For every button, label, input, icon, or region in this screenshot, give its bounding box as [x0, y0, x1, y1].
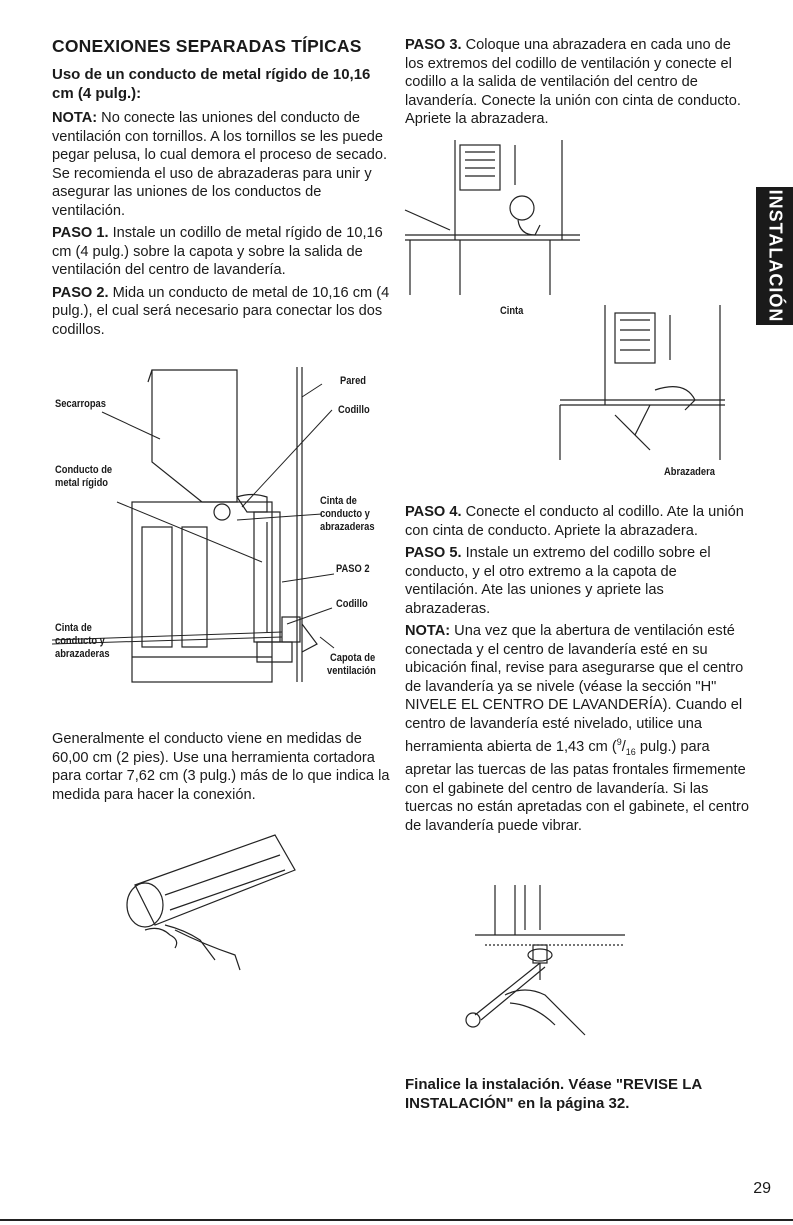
label-cinta-right-2: conducto y: [320, 508, 370, 520]
section-heading: CONEXIONES SEPARADAS TÍPICAS: [52, 36, 362, 56]
step3-text: Coloque una abrazadera en cada uno de los extremos del codillo de ventilación y conecte el codillo a la salida de ventilación del centro de lavandería. Conecte la unión con cinta de conducto. Apriete la abrazadera.: [405, 37, 741, 127]
left-column: [52, 36, 392, 343]
section-side-tab: [756, 187, 793, 325]
note-paragraph: [52, 109, 392, 220]
wrench-leveling-figure: [455, 885, 635, 1050]
label-capota-2: ventilación: [327, 665, 376, 677]
step5-paragraph: [405, 544, 750, 618]
step4-paragraph: [405, 503, 750, 540]
step5-label: PASO 5.: [405, 545, 462, 561]
note-text: No conecte las uniones del conducto de ventilación con tornillos. A los tornillos se les puede pegar pelusa, lo cual demora el proceso de secado. Se recomienda el uso de abrazaderas para unir y asegurar las uniones de los conductos de ventilación.: [52, 110, 388, 219]
step2-label: PASO 2.: [52, 284, 109, 301]
step4-label: PASO 4.: [405, 504, 462, 520]
step2-paragraph: [52, 284, 392, 340]
subheading: Uso de un conducto de metal rígido de 10,16 cm (4 pulg.):: [52, 66, 371, 102]
bottom-rule: [0, 1219, 793, 1221]
label-conducto-1: Conducto de: [55, 464, 113, 476]
note2-text-a: Una vez que la abertura de ventilación esté conectada y el centro de lavandería esté en su ubicación final, revise para asegurarse que el centro de lavandería ya se nivele (véase la sección "H" NIVELE EL CENTRO DE LAVANDERÍA). Cuando el centro de lavandería esté nivelado, utilice una herramienta abierta de 1,43 cm (: [405, 623, 744, 755]
step3-paragraph: [405, 36, 750, 129]
label-cinta-left-3: abrazaderas: [55, 648, 110, 660]
label-cinta-left-1: Cinta de: [55, 622, 92, 634]
step1-label: PASO 1.: [52, 225, 109, 241]
label-cinta-fig: Cinta: [500, 305, 524, 317]
elbow-connection-figure: [400, 140, 585, 300]
step4-text: Conecte el conducto al codillo. Ate la unión con cinta de conducto. Apriete la abrazadera.: [405, 504, 744, 539]
label-capota-1: Capota de: [330, 652, 376, 664]
label-secarropas: Secarropas: [55, 398, 106, 410]
general-paragraph: Generalmente el conducto viene en medidas de 60,00 cm (2 pies). Use una herramienta cortadora para cortar 7,62 cm (3 pulg.) más de lo que indica la medida para hacer la conexión.: [52, 731, 390, 803]
label-cinta-left-2: conducto y: [55, 635, 105, 647]
pipe-cutting-illustration: [105, 830, 305, 975]
note-label: NOTA:: [52, 110, 98, 126]
step5-text: Instale un extremo del codillo sobre el conducto, y el otro extremo a la capota de ventilación. Ate las uniones y apriete las abrazaderas.: [405, 545, 711, 617]
note2-label: NOTA:: [405, 623, 451, 639]
label-codillo-bottom: Codillo: [336, 598, 368, 610]
right-column-lower: [405, 503, 750, 839]
label-cinta-right-1: Cinta de: [320, 495, 357, 507]
final-instruction: Finalice la instalación. Véase "REVISE LA INSTALACIÓN" en la página 32.: [405, 1076, 702, 1112]
fraction-denominator: 16: [625, 746, 636, 757]
label-abrazadera-fig: Abrazadera: [664, 466, 715, 478]
page-number: 29: [753, 1180, 771, 1197]
label-pared: Pared: [340, 375, 366, 387]
right-column: [405, 36, 750, 133]
step3-label: PASO 3.: [405, 37, 462, 53]
note2-paragraph: NOTA: Una vez que la abertura de ventilación esté conectada y el centro de lavandería esté en su ubicación final, revise para asegurarse que el centro de lavandería ya se nivele (véase la sección "H" NIVELE EL CENTRO DE LAVANDERÍA). Cuando el centro de lavandería esté nivelado, utilice una herramienta abierta de 1,43 cm ($^9/_{16}$ pulg.) para apretar las tuercas de las patas frontales firmemente con el gabinete del centro de lavandería. Si las tuercas no están apretadas con el gabinete, el centro de lavandería puede vibrar.: [405, 623, 749, 834]
label-codillo-top: Codillo: [338, 404, 370, 416]
clamp-tightening-figure: [555, 305, 730, 465]
label-paso2: PASO 2: [336, 563, 370, 575]
step2-text: Mida un conducto de metal de 10,16 cm (4 pulg.), el cual será necesario para conectar los dos codillos.: [52, 284, 390, 338]
side-tab-label: INSTALACIÓN: [765, 189, 785, 323]
fraction-numerator: 9: [616, 737, 622, 747]
label-conducto-2: metal rígido: [55, 477, 108, 489]
step1-paragraph: [52, 224, 392, 280]
label-cinta-right-3: abrazaderas: [320, 521, 375, 533]
note2-text-b: pulg.) para apretar las tuercas de las patas frontales firmemente con el gabinete del centro de lavandería. Si las tuercas no están apretadas con el gabinete, el centro de lavandería puede vibrar.: [405, 738, 749, 834]
step1-text: Instale un codillo de metal rígido de 10,16 cm (4 pulg.) sobre la capota y sobre la salida de ventilación del centro de lavandería.: [52, 225, 383, 278]
